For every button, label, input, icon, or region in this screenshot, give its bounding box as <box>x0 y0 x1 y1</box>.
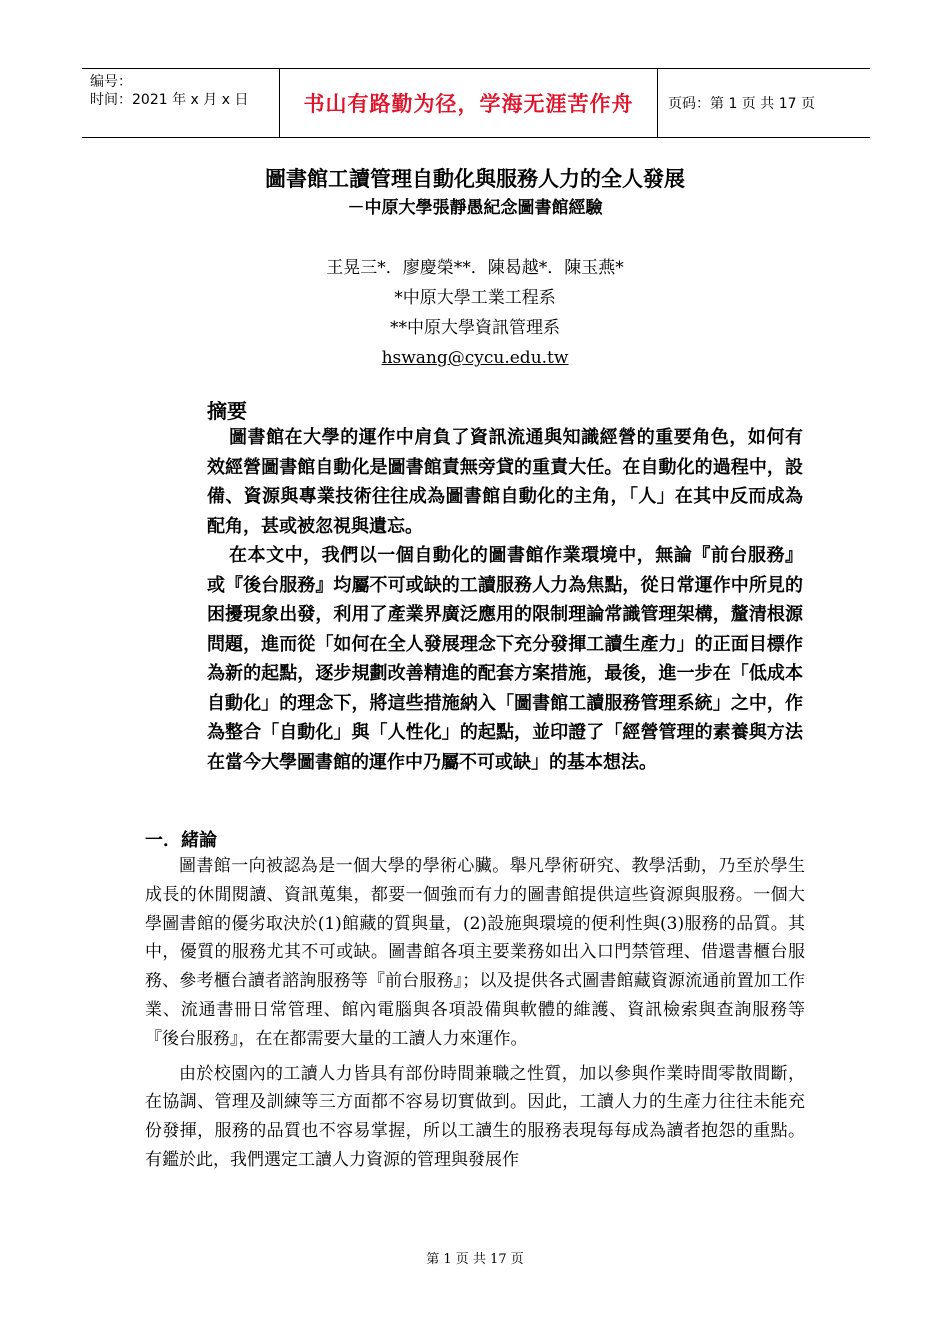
header-table <box>82 68 870 138</box>
affiliation-1: *中原大學工業工程系 <box>394 288 556 308</box>
body-paragraph: 圖書館一向被認為是一個大學的學術心臟。舉凡學術研究、教學活動，乃至於學生成長的休閒閱讀、資訊蒐集，都要一個強而有力的圖書館提供這些資源與服務。一個大學圖書館的優劣取決於(1)館藏的質與量，(2)設施與環境的便利性與(3)服務的品質。其中，優質的服務尤其不可或缺。圖書館各項主要業務如出入口門禁管理、借還書櫃台服務、參考櫃台讀者諮詢服務等『前台服務』；以及提供各式圖書館藏資源流通前置加工作業、流通書冊日常管理、館內電腦與各項設備與軟體的維護、資訊檢索與查詢服務等『後台服務』，在在都需要大量的工讀人力來運作。 <box>145 856 805 1049</box>
page-title: 圖書館工讀管理自動化與服務人力的全人發展 <box>265 166 685 191</box>
motto: 书山有路勤为径，学海无涯苦作舟 <box>303 92 634 116</box>
abstract-body <box>207 423 803 777</box>
abstract-paragraph: 圖書館在大學的運作中肩負了資訊流通與知識經營的重要角色，如何有效經營圖書館自動化是圖書館責無旁貸的重責大任。在自動化的過程中，設備、資源與專業技術往往成為圖書館自動化的主角，「人」在其中反而成為配角，甚或被忽視與遺忘。 <box>207 427 803 537</box>
page-subtitle: －中原大學張靜愚紀念圖書館經驗 <box>347 198 603 218</box>
affiliation-2: **中原大學資訊管理系 <box>390 318 560 338</box>
email-link[interactable]: hswang@cycu.edu.tw <box>381 348 569 368</box>
header-right-cell <box>658 69 870 137</box>
page-label: 页码：第 1 页 共 17 页 <box>668 96 815 112</box>
abstract-heading: 摘要 <box>207 399 247 423</box>
header-motto-cell <box>280 69 658 137</box>
section-heading: 一．緒論 <box>145 830 217 851</box>
section-body <box>145 852 805 1175</box>
abstract-paragraph: 在本文中，我們以一個自動化的圖書館作業環境中，無論『前台服務』或『後台服務』均屬不可或缺的工讀服務人力為焦點，從日常運作中所見的困擾現象出發，利用了產業界廣泛應用的限制理論常識管理架構，釐清根源問題，進而從「如何在全人發展理念下充分發揮工讀生產力」的正面目標作為新的起點，逐步規劃改善精進的配套方案措施，最後，進一步在「低成本自動化」的理念下，將這些措施納入「圖書館工讀服務管理系統」之中，作為整合「自動化」與「人性化」的起點，並印證了「經營管理的素養與方法在當今大學圖書館的運作中乃屬不可或缺」的基本想法。 <box>207 545 803 773</box>
page-footer: 第 1 页 共 17 页 <box>426 1252 524 1267</box>
authors-block <box>0 253 950 373</box>
number-label: 编号： <box>90 74 132 90</box>
body-paragraph: 由於校園內的工讀人力皆具有部份時間兼職之性質，加以參與作業時間零散間斷，在協調、管理及訓練等三方面都不容易切實做到。因此，工讀人力的生產力往往未能充份發揮，服務的品質也不容易掌握，所以工讀生的服務表現每每成為讀者抱怨的重點。有鑑於此，我們選定工讀人力資源的管理與發展作 <box>145 1063 805 1170</box>
time-label: 时间：2021 年 x 月 x 日 <box>90 92 249 108</box>
header-left-cell <box>82 69 280 137</box>
author-names: 王晃三*．廖慶榮**．陳曷越*．陳玉燕* <box>326 258 624 278</box>
